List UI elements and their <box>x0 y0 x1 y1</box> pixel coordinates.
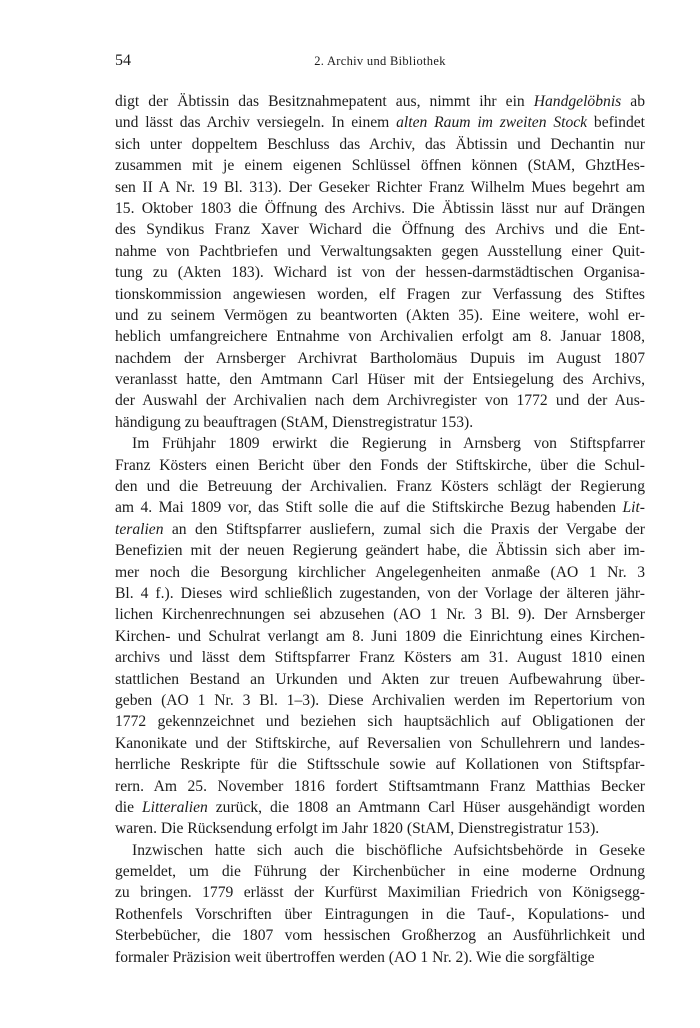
text-run: heblich umfangreichere Entnahme von Archivalien erfolgt am 8. Januar 1808, <box>115 328 645 346</box>
text-run: rern. Am 25. November 1816 fordert Stiftsamtmann Franz Matthias Becker <box>115 777 645 795</box>
text-line <box>115 91 645 112</box>
text-run: die <box>115 798 142 816</box>
text-run: Rothenfels Vorschriften über Eintragungen in die Tauf-, Kopulations- und <box>115 905 645 923</box>
text-run: 15. Oktober 1803 die Öffnung des Archivs. Die Äbtissin lässt nur auf Drängen <box>115 199 645 217</box>
text-run: tung zu (Akten 183). Wichard ist von der hessen-darmstädtischen Organisa- <box>115 264 645 282</box>
text-line <box>115 219 645 240</box>
text-run: herrliche Reskripte für die Stiftsschule sowie auf Kollationen von Stiftspfar- <box>115 756 645 774</box>
text-run: händigung zu beauftragen (StAM, Dienstregistratur 153). <box>115 413 474 431</box>
text-line <box>115 155 645 176</box>
text-line <box>115 754 645 775</box>
text-line <box>115 690 645 711</box>
text-run: sich unter doppeltem Beschluss das Archiv, das Äbtissin und Dechantin nur <box>115 135 645 153</box>
text-run: archivs und lässt dem Stiftspfarrer Franz Kösters am 31. August 1810 einen <box>115 649 645 667</box>
text-run: tionskommission angewiesen worden, elf Fragen zur Verfassung des Stiftes <box>115 285 645 303</box>
text-line <box>115 305 645 326</box>
text-line <box>115 262 645 283</box>
text-run: Sterbebücher, die 1807 vom hessischen Großherzog an Ausführlichkeit und <box>115 927 645 945</box>
text-line <box>115 134 645 155</box>
text-run: und zu seinem Vermögen zu beantworten (Akten 35). Eine weitere, wohl er- <box>115 306 645 324</box>
text-line <box>115 348 645 369</box>
text-line <box>115 947 645 968</box>
text-run: lichen Kirchenrechnungen sei abzusehen (AO 1 Nr. 3 Bl. 9). Der Arnsberger <box>115 606 645 624</box>
text-line <box>115 390 645 411</box>
italic-text: Handgelöbnis <box>533 93 622 110</box>
text-line <box>115 412 645 433</box>
text-line <box>115 519 645 540</box>
text-run: Benefizien mit der neuen Regierung geändert habe, die Äbtissin sich aber im- <box>115 542 645 560</box>
text-line <box>115 882 645 903</box>
text-run: gemeldet, um die Führung der Kirchenbücher in eine moderne Ordnung <box>115 863 645 881</box>
text-line <box>115 284 645 305</box>
text-run: Kanonikate und der Stiftskirche, auf Reversalien von Schullehrern und landes- <box>115 734 645 752</box>
text-run: 1772 gekennzeichnet und beziehen sich hauptsächlich auf Obligationen der <box>115 713 645 731</box>
text-run: waren. Die Rücksendung erfolgt im Jahr 1820 (StAM, Dienstregistratur 153). <box>115 820 600 838</box>
text-line <box>115 604 645 625</box>
page-number: 54 <box>115 52 131 69</box>
paragraph <box>115 433 645 839</box>
text-line <box>115 583 645 604</box>
text-line <box>115 540 645 561</box>
text-run: Kirchen- und Schulrat verlangt am 8. Juni 1809 die Einrichtung eines Kirchen- <box>115 627 645 645</box>
paragraph <box>115 840 645 968</box>
text-run: an den Stiftspfarrer ausliefern, zumal sich die Praxis der Vergabe der <box>163 520 645 538</box>
text-run: formaler Präzision weit übertroffen werden (AO 1 Nr. 2). Wie die sorgfältige <box>115 948 595 966</box>
text-line <box>115 241 645 262</box>
text-run: des Syndikus Franz Xaver Wichard die Öffnung des Archivs und die Ent- <box>115 221 645 239</box>
text-line <box>115 647 645 668</box>
text-line <box>115 840 645 861</box>
text-line <box>115 776 645 797</box>
text-line <box>115 818 645 839</box>
text-line <box>115 626 645 647</box>
text-run: befindet <box>587 114 645 132</box>
text-line <box>115 455 645 476</box>
text-run: Inzwischen hatte sich auch die bischöfliche Aufsichtsbehörde in Geseke <box>132 841 645 859</box>
text-line <box>115 861 645 882</box>
text-line <box>115 497 645 518</box>
text-run: sen II A Nr. 19 Bl. 313). Der Geseker Richter Franz Wilhelm Mues begehrt am <box>115 178 645 196</box>
text-line <box>115 369 645 390</box>
italic-text: Litteralien <box>141 798 208 816</box>
text-run: zu bringen. 1779 erlässt der Kurfürst Maximilian Friedrich von Königsegg- <box>115 884 645 902</box>
text-run: den und die Betreuung der Archivalien. Franz Kösters schlägt der Regierung <box>115 478 645 496</box>
text-run: digt der Äbtissin das Besitznahmepatent aus, nimmt ihr ein <box>115 93 534 110</box>
text-run: zusammen mit je einem eigenen Schlüssel öffnen können (StAM, GhztHes- <box>115 157 645 175</box>
text-run: und lässt das Archiv versiegeln. In einem <box>115 114 397 132</box>
italic-text: teralien <box>115 520 164 538</box>
text-line <box>115 198 645 219</box>
body-text <box>115 91 645 968</box>
text-run: Franz Kösters einen Bericht über den Fonds der Stiftskirche, über die Schul- <box>115 456 645 474</box>
text-line <box>115 925 645 946</box>
text-run: Im Frühjahr 1809 erwirkt die Regierung in Arnsberg von Stiftspfarrer <box>132 435 645 453</box>
text-run: nahme von Pachtbriefen und Verwaltungsakten gegen Ausstellung einer Quit- <box>115 242 645 260</box>
text-run: ab <box>621 93 645 110</box>
text-run: stattlichen Bestand an Urkunden und Akten zur treuen Aufbewahrung über- <box>115 670 645 688</box>
text-run: am 4. Mai 1809 vor, das Stift solle die auf die Stiftskirche Bezug habenden <box>115 499 623 517</box>
text-line <box>115 711 645 732</box>
text-line <box>115 904 645 925</box>
text-run: mer noch die Besorgung kirchlicher Angelegenheiten anmaße (AO 1 Nr. 3 <box>115 563 645 581</box>
running-title: 2. Archiv und Bibliothek <box>314 54 446 68</box>
text-run: zurück, die 1808 an Amtmann Carl Hüser ausgehändigt worden <box>207 798 645 816</box>
text-run: der Auswahl der Archivalien nach dem Archivregister von 1772 und der Aus- <box>115 392 645 410</box>
text-line <box>115 476 645 497</box>
text-run: veranlasst hatte, den Amtmann Carl Hüser mit der Entsiegelung des Archivs, <box>115 371 645 389</box>
text-line <box>115 733 645 754</box>
text-run: geben (AO 1 Nr. 3 Bl. 1–3). Diese Archivalien werden im Repertorium von <box>115 691 645 709</box>
text-line <box>115 562 645 583</box>
text-run: nachdem der Arnsberger Archivrat Bartholomäus Dupuis im August 1807 <box>115 349 645 367</box>
text-line <box>115 112 645 133</box>
text-run: Bl. 4 f.). Dieses wird schließlich zugestanden, von der Vorlage der älteren jähr- <box>115 584 645 602</box>
text-line <box>115 797 645 818</box>
page-header <box>115 52 645 74</box>
text-line <box>115 326 645 347</box>
text-line <box>115 433 645 454</box>
italic-text: Lit- <box>622 499 645 517</box>
text-line <box>115 177 645 198</box>
paragraph <box>115 91 645 433</box>
italic-text: alten Raum im zweiten Stock <box>396 114 588 132</box>
text-line <box>115 669 645 690</box>
